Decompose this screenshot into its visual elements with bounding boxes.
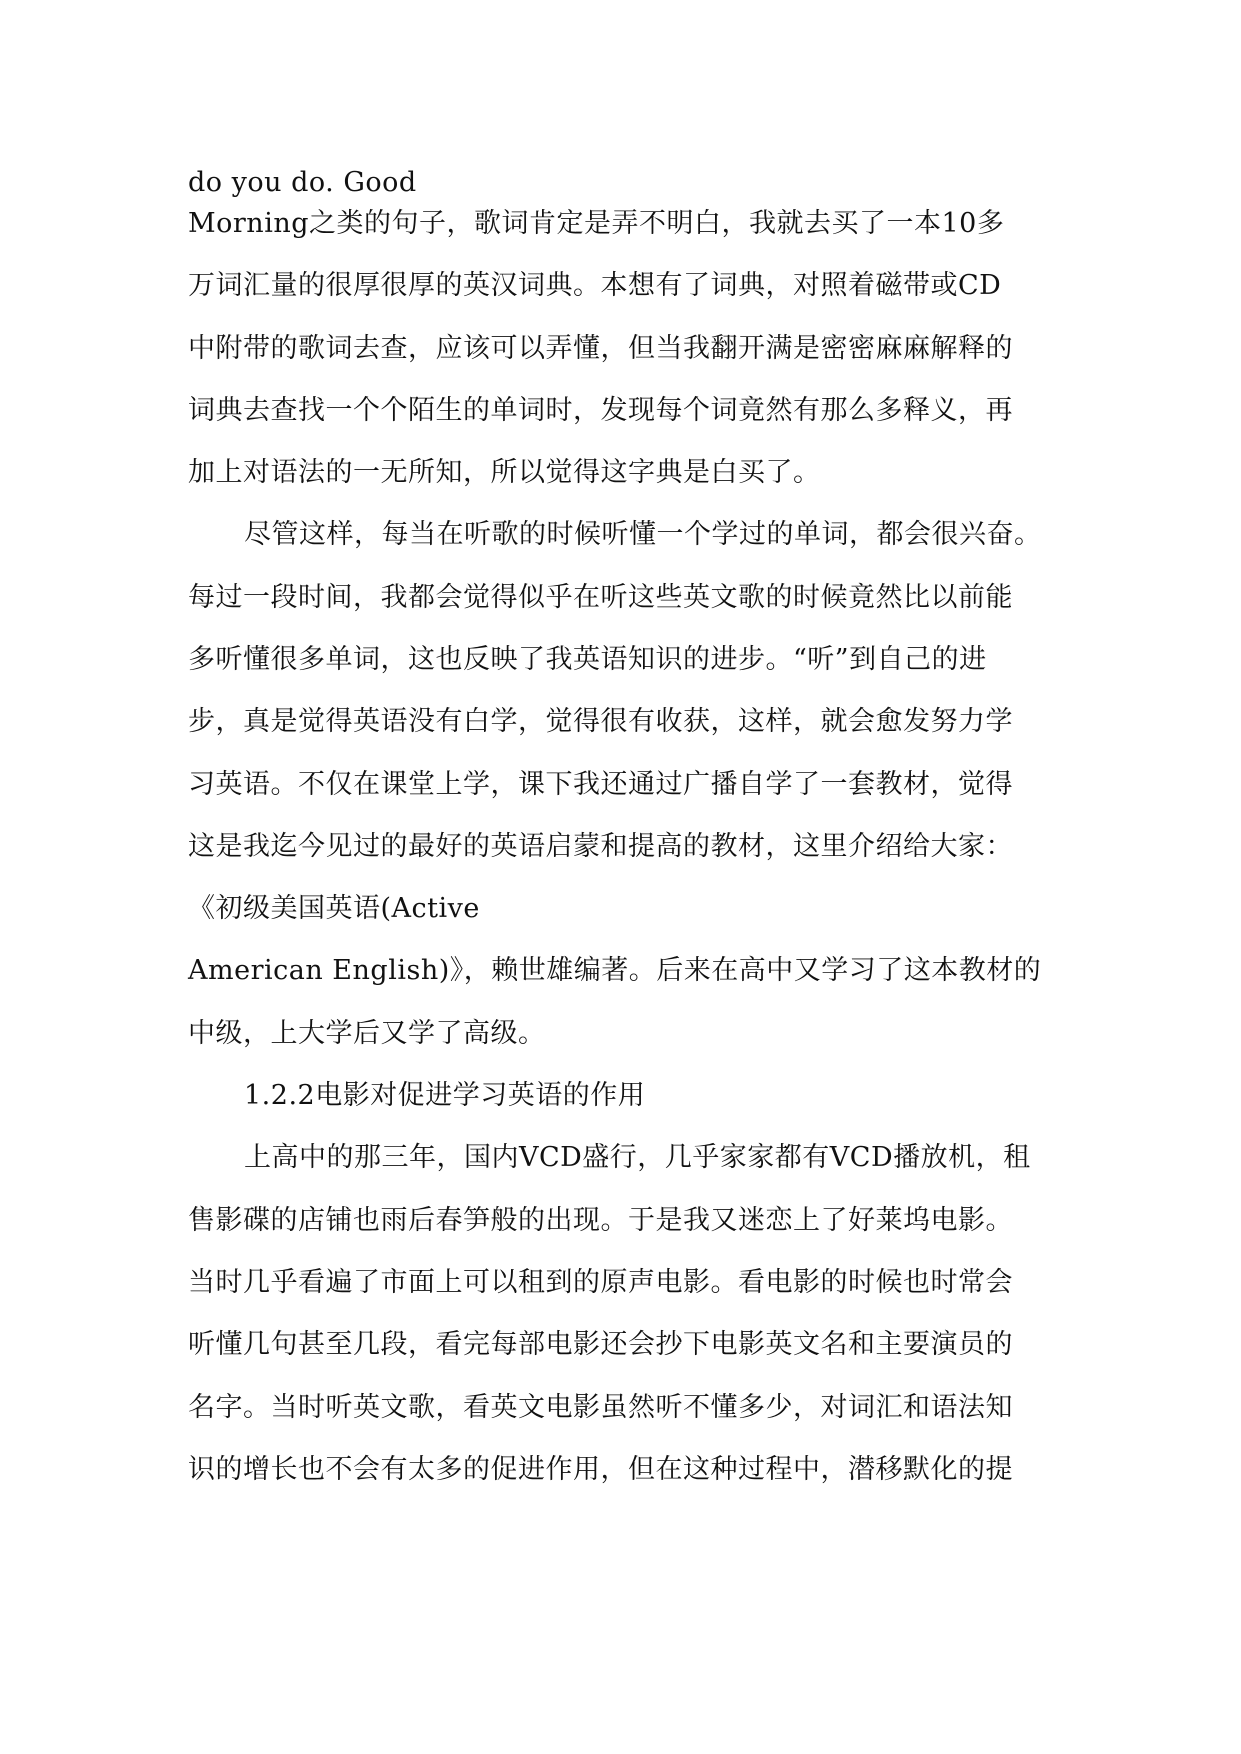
section-heading: 1.2.2电影对促进学习英语的作用 bbox=[244, 1080, 646, 1111]
text-line: 识的增长也不会有太多的促进作用，但在这种过程中，潜移默化的提 bbox=[188, 1454, 1013, 1485]
text-line: 《初级美国英语(Active bbox=[188, 893, 480, 924]
text-line: 万词汇量的很厚很厚的英汉词典。本想有了词典，对照着磁带或CD bbox=[188, 270, 1002, 301]
text-line: 这是我迄今见过的最好的英语启蒙和提高的教材，这里介绍给大家： bbox=[188, 831, 1013, 862]
text-line: 词典去查找一个个陌生的单词时，发现每个词竟然有那么多释义，再 bbox=[188, 395, 1013, 426]
text-line: 当时几乎看遍了市面上可以租到的原声电影。看电影的时候也时常会 bbox=[188, 1267, 1013, 1298]
text-line: American English)》，赖世雄编著。后来在高中又学习了这本教材的 bbox=[188, 955, 1042, 986]
text-line: 名字。当时听英文歌，看英文电影虽然听不懂多少，对词汇和语法知 bbox=[188, 1392, 1013, 1423]
text-line: 中级，上大学后又学了高级。 bbox=[188, 1018, 546, 1049]
text-line: 上高中的那三年，国内VCD盛行，几乎家家都有VCD播放机，租 bbox=[244, 1142, 1031, 1173]
text-line: 加上对语法的一无所知，所以觉得这字典是白买了。 bbox=[188, 457, 821, 488]
text-line: 尽管这样，每当在听歌的时候听懂一个学过的单词，都会很兴奋。 bbox=[244, 519, 1042, 550]
text-line: 多听懂很多单词，这也反映了我英语知识的进步。“听”到自己的进 bbox=[188, 644, 987, 675]
text-line: do you do. Good bbox=[188, 167, 417, 198]
text-line: 步，真是觉得英语没有白学，觉得很有收获，这样，就会愈发努力学 bbox=[188, 706, 1013, 737]
text-line: 售影碟的店铺也雨后春笋般的出现。于是我又迷恋上了好莱坞电影。 bbox=[188, 1205, 1013, 1236]
text-line: 每过一段时间，我都会觉得似乎在听这些英文歌的时候竟然比以前能 bbox=[188, 582, 1013, 613]
text-line: 听懂几句甚至几段，看完每部电影还会抄下电影英文名和主要演员的 bbox=[188, 1329, 1013, 1360]
text-line: Morning之类的句子，歌词肯定是弄不明白，我就去买了一本10多 bbox=[188, 208, 1005, 239]
text-line: 习英语。不仅在课堂上学，课下我还通过广播自学了一套教材，觉得 bbox=[188, 769, 1013, 800]
text-line: 中附带的歌词去查，应该可以弄懂，但当我翻开满是密密麻麻解释的 bbox=[188, 333, 1013, 364]
